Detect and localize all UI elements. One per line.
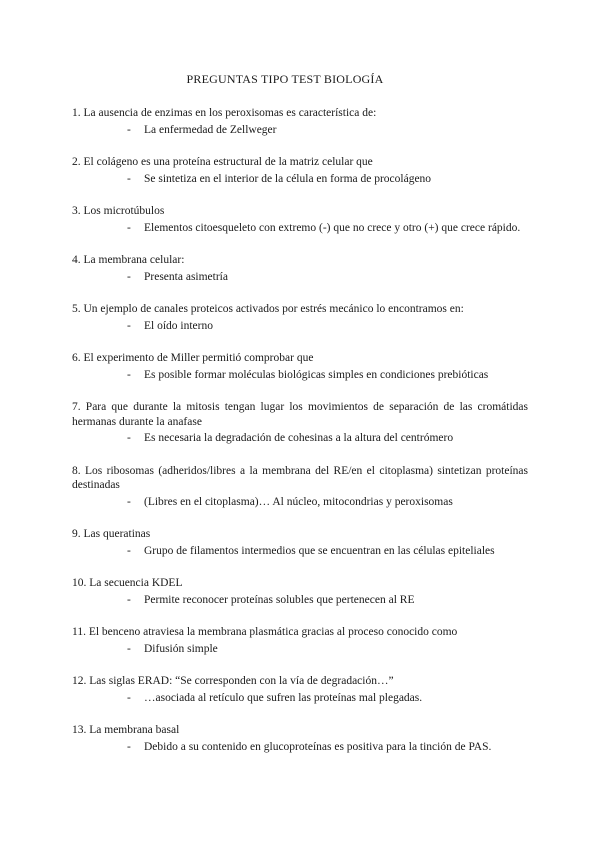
question-text: 6. El experimento de Miller permitió comprobar que (72, 352, 314, 364)
question-text: 3. Los microtúbulos (72, 205, 165, 217)
question-item (72, 625, 528, 656)
answer-row (72, 270, 528, 285)
question-item (72, 464, 528, 510)
bullet-dash: - (127, 270, 131, 283)
answer-text: Es necesaria la degradación de cohesinas a la altura del centrómero (144, 432, 454, 444)
question-text: 7. Para que durante la mitosis tengan lugar los movimientos de separación de las cromátidas hermanas durante la anafase (72, 401, 528, 428)
answer-row (72, 691, 528, 706)
answer-row (72, 221, 528, 236)
question-list (72, 106, 528, 754)
bullet-dash: - (127, 544, 131, 557)
question-item (72, 674, 528, 705)
question-text: 11. El benceno atraviesa la membrana plasmática gracias al proceso conocido como (72, 626, 458, 638)
bullet-dash: - (127, 368, 131, 381)
answer-text: Grupo de filamentos intermedios que se encuentran en las células epiteliales (144, 544, 495, 557)
bullet-dash: - (127, 691, 131, 704)
answer-text: Es posible formar moléculas biológicas simples en condiciones prebióticas (144, 368, 489, 381)
question-text: 8. Los ribosomas (adheridos/libres a la membrana del RE/en el citoplasma) sintetizan proteínas destinadas (72, 464, 528, 491)
answer-row (72, 172, 528, 187)
answer-text: El oído interno (144, 319, 213, 332)
question-item (72, 576, 528, 607)
bullet-dash: - (127, 172, 131, 185)
question-text: 9. Las queratinas (72, 528, 151, 540)
question-item (72, 204, 528, 235)
question-item (72, 351, 528, 382)
question-text: 12. Las siglas ERAD: “Se corresponden con la vía de degradación…” (72, 675, 394, 687)
bullet-dash: - (127, 642, 131, 655)
answer-row (72, 642, 528, 657)
answer-row (72, 368, 528, 383)
question-text: 1. La ausencia de enzimas en los peroxisomas es característica de: (72, 107, 377, 119)
question-item (72, 302, 528, 333)
question-item (72, 106, 528, 137)
question-item (72, 253, 528, 284)
answer-text: Se sintetiza en el interior de la célula en forma de procolágeno (144, 172, 432, 185)
answer-row (72, 123, 528, 138)
answer-text: (Libres en el citoplasma)… Al núcleo, mitocondrias y peroxisomas (144, 495, 453, 508)
answer-row (72, 431, 528, 446)
bullet-dash: - (127, 319, 131, 332)
bullet-dash: - (127, 432, 131, 444)
answer-text: Difusión simple (144, 642, 218, 655)
answer-text: La enfermedad de Zellweger (144, 123, 277, 136)
answer-text: Debido a su contenido en glucoproteínas es positiva para la tinción de PAS. (144, 740, 492, 753)
answer-text: Elementos citoesqueleto con extremo (-) que no crece y otro (+) que crece rápido. (144, 221, 521, 234)
bullet-dash: - (127, 495, 131, 508)
question-text: 4. La membrana celular: (72, 254, 185, 266)
answer-text: Presenta asimetría (144, 270, 228, 283)
question-item (72, 527, 528, 558)
question-text: 2. El colágeno es una proteína estructural de la matriz celular que (72, 156, 373, 168)
bullet-dash: - (127, 740, 131, 753)
answer-row (72, 593, 528, 608)
bullet-dash: - (127, 593, 131, 606)
page-title: PREGUNTAS TIPO TEST BIOLOGÍA (186, 72, 384, 86)
bullet-dash: - (127, 123, 131, 136)
answer-row (72, 544, 528, 559)
question-item (72, 723, 528, 754)
question-item (72, 400, 528, 446)
answer-text: …asociada al retículo que sufren las proteínas mal plegadas. (144, 691, 423, 704)
question-item (72, 155, 528, 186)
bullet-dash: - (127, 221, 131, 234)
answer-text: Permite reconocer proteínas solubles que pertenecen al RE (144, 593, 415, 606)
answer-row (72, 740, 528, 755)
answer-row (72, 495, 528, 510)
question-text: 10. La secuencia KDEL (72, 577, 183, 589)
question-text: 13. La membrana basal (72, 724, 180, 736)
answer-row (72, 319, 528, 334)
question-text: 5. Un ejemplo de canales proteicos activados por estrés mecánico lo encontramos en: (72, 303, 464, 315)
